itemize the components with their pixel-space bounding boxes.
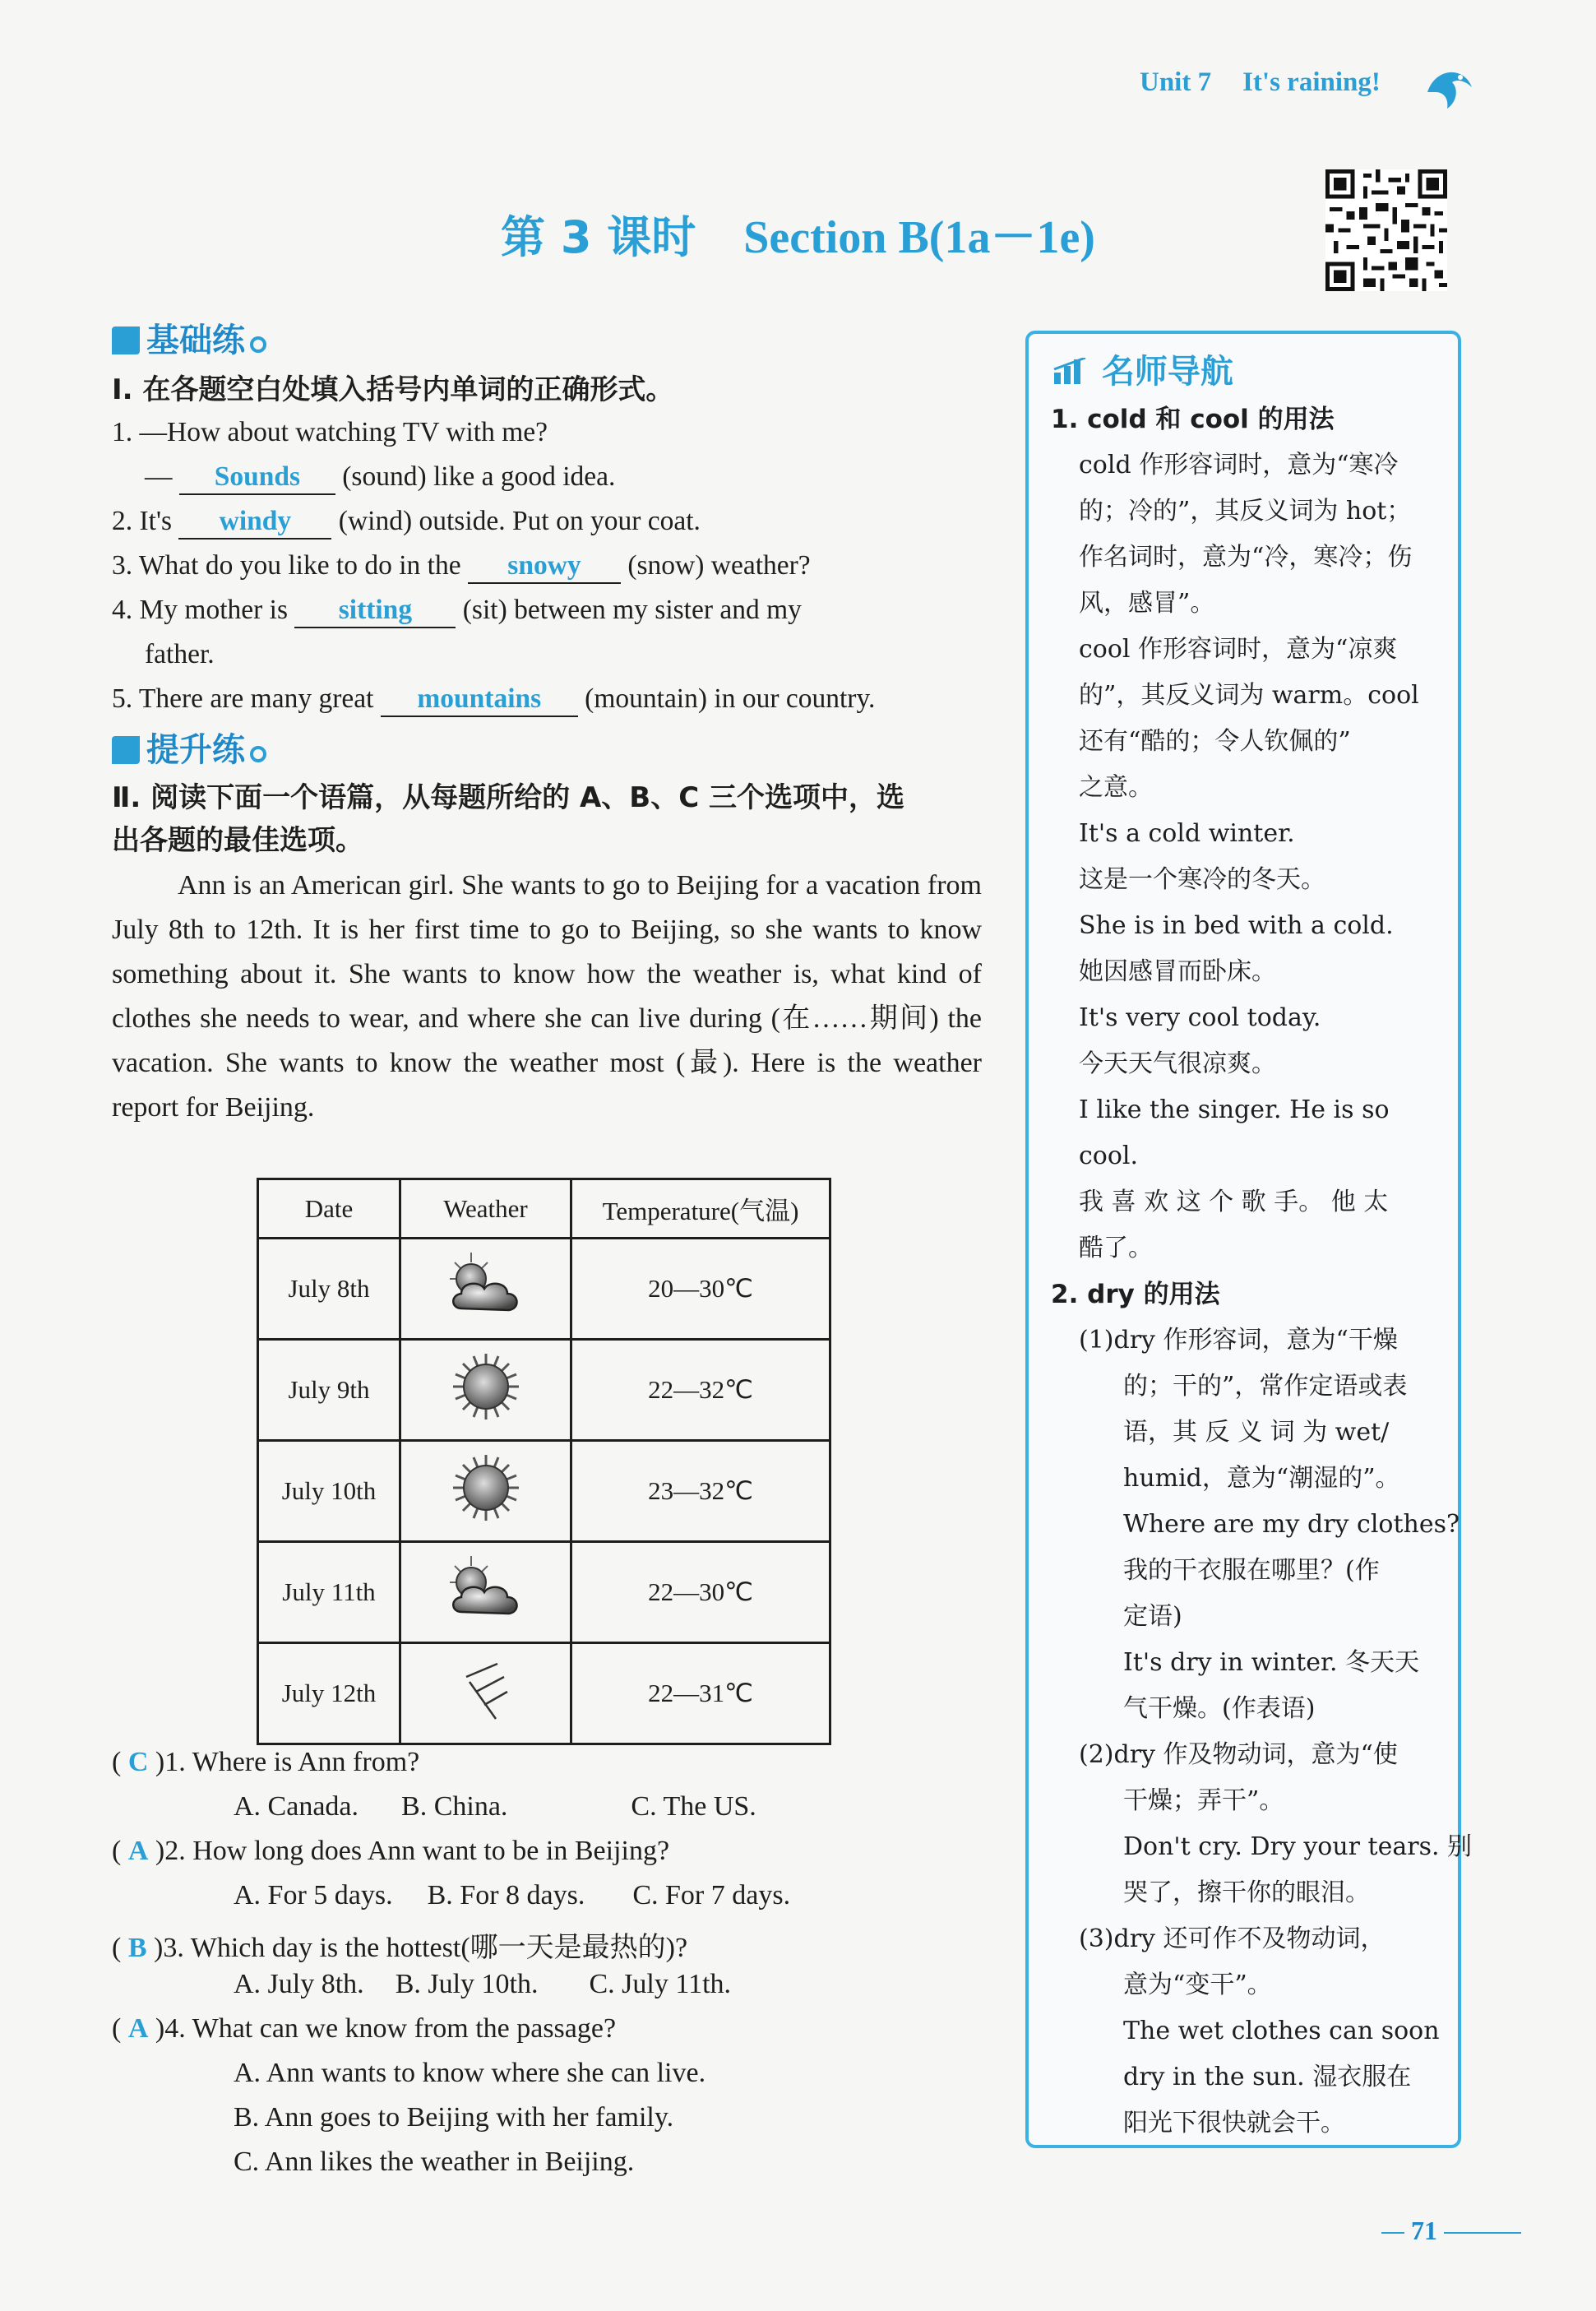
section-marker-icon [112, 736, 140, 764]
table-row [258, 1542, 830, 1643]
options-1: A. Canada. B. China. C. The US. [234, 1791, 756, 1822]
guide-line: dry in the sun. 湿衣服在 [1123, 2063, 1412, 2091]
guide-line: cool. [1079, 1142, 1139, 1170]
answer-blank[interactable]: snowy [468, 549, 621, 584]
lesson-prefix: 第 3 课时 [501, 211, 696, 263]
guide-line: (1)dry 作形容词，意为“干燥 [1079, 1326, 1398, 1355]
part2-instruction-1: Ⅱ. 阅读下面一个语篇，从每题所给的 A、B、C 三个选项中，选 [112, 781, 905, 814]
question-3: ( B )3. Which day is the hottest(哪一天是最热的)? [112, 1933, 688, 1963]
guide-line: 酷了。 [1079, 1234, 1153, 1262]
table-header: Temperature(气温) [571, 1179, 830, 1239]
date-cell: July 9th [258, 1340, 400, 1441]
section-basic-label: 基础练 [146, 322, 245, 359]
bar-chart-icon [1052, 358, 1090, 386]
table-header-row [258, 1179, 830, 1239]
question-2: ( A )2. How long does Ann want to be in Beijing? [112, 1836, 670, 1866]
guide-line: 定语) [1123, 1602, 1182, 1631]
answer-choice[interactable]: B [127, 1933, 147, 1963]
guide-line: She is in bed with a cold. [1079, 911, 1394, 940]
fill-item-4: 4. My mother is sitting (sit) between my sister and my [112, 594, 982, 628]
page-rule [1381, 2232, 1521, 2234]
dolphin-icon [1421, 59, 1478, 117]
sunny-icon [437, 1447, 535, 1529]
table-row [258, 1643, 830, 1744]
weather-table [257, 1178, 831, 1745]
guide-line: 干燥；弄干”。 [1123, 1786, 1284, 1815]
guide-line: cool 作形容词时，意为“凉爽 [1079, 635, 1398, 664]
weather-cell [400, 1441, 571, 1542]
section-marker-icon [112, 327, 140, 354]
guide-line: 1. cold 和 cool 的用法 [1051, 405, 1335, 434]
answer-choice[interactable]: A [127, 2013, 149, 2044]
guide-line: 我的干衣服在哪里？(作 [1123, 1556, 1380, 1585]
table-header: Date [258, 1179, 400, 1239]
fill-item-5: 5. There are many great mountains (mountain) in our country. [112, 683, 875, 717]
answer-choice[interactable]: C [127, 1747, 149, 1777]
fill-item-1: 1. —How about watching TV with me? [112, 417, 548, 447]
table-row [258, 1340, 830, 1441]
answer-blank[interactable]: mountains [381, 683, 578, 717]
guide-line: Don't cry. Dry your tears. 别 [1123, 1832, 1473, 1861]
weather-cell [400, 1542, 571, 1643]
fill-item-4-cont: father. [145, 639, 215, 669]
guide-line: (3)dry 还可作不及物动词， [1079, 1924, 1386, 1953]
question-4: ( A )4. What can we know from the passage? [112, 2013, 617, 2044]
guide-line: 作名词时，意为“冷，寒冷；伤 [1079, 543, 1413, 572]
guide-line: 风，感冒”。 [1079, 589, 1215, 618]
date-cell: July 8th [258, 1239, 400, 1340]
guide-line: 还有“酷的；令人钦佩的” [1079, 727, 1351, 756]
section-advanced [112, 724, 266, 771]
reading-passage: Ann is an American girl. She wants to go to Beijing for a vacation from July 8th to 12th. It is her first time to go to Beijing, so she wants to know something about it. She wants to know how the weather is, what kind of clothes she needs to wear, and where she can live during (在……期间) the vacation. She wants to know the weather most (最). Here is the weather report for Beijing. [112, 870, 982, 1123]
answer-blank[interactable]: windy [178, 505, 331, 540]
guide-line: 哭了，擦干你的眼泪。 [1123, 1878, 1370, 1907]
fill-item-1-response: — Sounds (sound) like a good idea. [145, 461, 615, 495]
guide-line: humid，意为“潮湿的”。 [1123, 1464, 1400, 1493]
guide-line: 的”，其反义词为 warm。cool [1079, 681, 1419, 710]
header-unit: Unit 7 [1140, 67, 1212, 97]
cloudy-icon [437, 1244, 535, 1327]
temp-cell: 22—32℃ [571, 1340, 830, 1441]
guide-line: I like the singer. He is so [1079, 1095, 1390, 1124]
guide-line: It's a cold winter. [1079, 819, 1295, 848]
guide-line: 语，其 反 义 词 为 wet/ [1123, 1418, 1390, 1447]
cloudy-icon [437, 1548, 535, 1630]
guide-line: 我 喜 欢 这 个 歌 手。 他 太 [1079, 1188, 1389, 1216]
guide-line: 之意。 [1079, 773, 1153, 802]
table-header: Weather [400, 1179, 571, 1239]
guide-content [1051, 396, 1473, 2147]
guide-line: 阳光下很快就会干。 [1123, 2109, 1345, 2137]
guide-line: 她因感冒而卧床。 [1079, 957, 1276, 986]
lesson-section: Section B(1a－1e) [743, 212, 1095, 263]
guide-line: (2)dry 作及物动词，意为“使 [1079, 1740, 1398, 1769]
sunny-icon [437, 1345, 535, 1428]
weather-cell [400, 1643, 571, 1744]
option-4a[interactable]: A. Ann wants to know where she can live. [234, 2058, 706, 2088]
part2-instruction-2: 出各题的最佳选项。 [112, 824, 363, 857]
guide-line: 今天天气很凉爽。 [1079, 1049, 1276, 1078]
guide-line: 这是一个寒冷的冬天。 [1079, 865, 1325, 894]
guide-line: 意为“变干”。 [1123, 1971, 1272, 1999]
guide-line: 的；冷的”，其反义词为 hot； [1079, 497, 1412, 526]
weather-cell [400, 1340, 571, 1441]
section-basic [112, 314, 266, 361]
target-icon [250, 336, 266, 353]
windy-icon [437, 1649, 535, 1731]
temp-cell: 22—31℃ [571, 1643, 830, 1744]
answer-blank[interactable]: sitting [294, 594, 456, 628]
guide-line: It's dry in winter. 冬天天 [1123, 1648, 1420, 1677]
temp-cell: 20—30℃ [571, 1239, 830, 1340]
answer-choice[interactable]: A [127, 1836, 149, 1866]
guide-line: 2. dry 的用法 [1051, 1280, 1220, 1309]
guide-title: 名师导航 [1052, 345, 1233, 392]
temp-cell: 22—30℃ [571, 1542, 830, 1643]
target-icon [250, 746, 266, 762]
qr-code-icon[interactable] [1325, 169, 1447, 291]
fill-item-3: 3. What do you like to do in the snowy (snow) weather? [112, 549, 811, 584]
section-advanced-label: 提升练 [146, 731, 245, 769]
header-title: It's raining! [1242, 67, 1381, 97]
answer-blank[interactable]: Sounds [179, 461, 335, 495]
date-cell: July 10th [258, 1441, 400, 1542]
guide-line: cold 作形容词时，意为“寒冷 [1079, 451, 1399, 479]
option-4c[interactable]: C. Ann likes the weather in Beijing. [234, 2147, 635, 2177]
weather-cell [400, 1239, 571, 1340]
fill-item-2: 2. It's windy (wind) outside. Put on your coat. [112, 505, 701, 540]
guide-line: Where are my dry clothes? [1123, 1510, 1460, 1539]
guide-line: 气干燥。(作表语) [1123, 1694, 1316, 1723]
guide-line: It's very cool today. [1079, 1003, 1321, 1032]
question-1: ( C )1. Where is Ann from? [112, 1747, 420, 1777]
guide-line: 的；干的”，常作定语或表 [1123, 1372, 1408, 1401]
table-row [258, 1239, 830, 1340]
date-cell: July 12th [258, 1643, 400, 1744]
temp-cell: 23—32℃ [571, 1441, 830, 1542]
options-3: A. July 8th. B. July 10th. C. July 11th. [234, 1969, 732, 1999]
table-row [258, 1441, 830, 1542]
part1-instruction: Ⅰ. 在各题空白处填入括号内单词的正确形式。 [112, 373, 674, 406]
guide-line: The wet clothes can soon [1123, 2017, 1440, 2045]
options-2: A. For 5 days. B. For 8 days. C. For 7 days. [234, 1880, 791, 1910]
running-header [1140, 67, 1412, 98]
page-number: 71 [1404, 2216, 1444, 2246]
date-cell: July 11th [258, 1542, 400, 1643]
option-4b[interactable]: B. Ann goes to Beijing with her family. [234, 2102, 674, 2133]
